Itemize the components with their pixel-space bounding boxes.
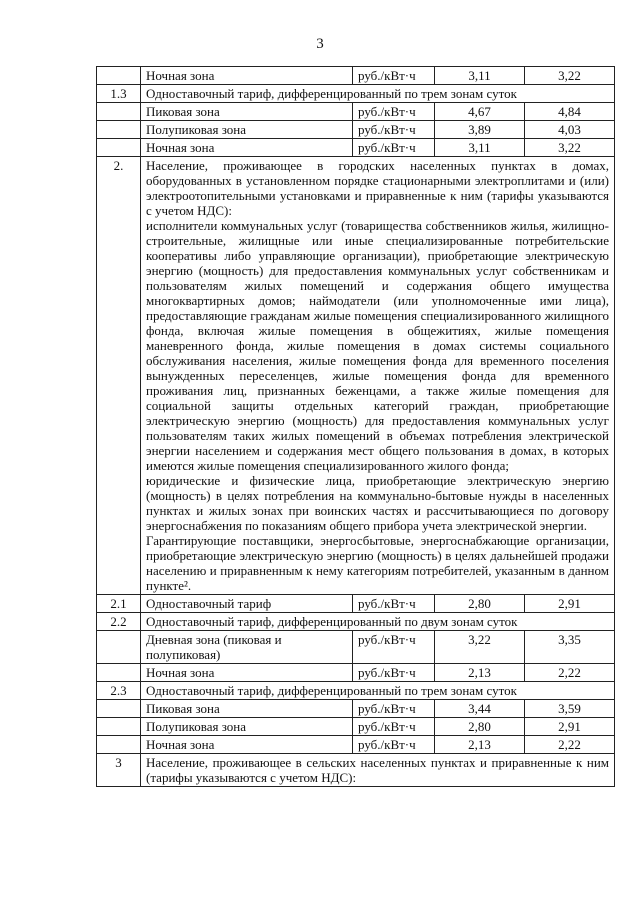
- row-number: 1.3: [97, 85, 141, 103]
- tariff-value-period-1: 3,11: [435, 67, 525, 85]
- tariff-zone-name: Ночная зона: [141, 664, 353, 682]
- consumer-group-description: [141, 754, 615, 787]
- table-row: [97, 103, 615, 121]
- tariff-value-period-2: 3,22: [525, 139, 615, 157]
- tariff-zone-name: Полупиковая зона: [141, 718, 353, 736]
- tariff-zone-name: Одноставочный тариф: [141, 595, 353, 613]
- table-row: [97, 682, 615, 700]
- tariff-value-period-1: 3,44: [435, 700, 525, 718]
- tariff-zone-name: Дневная зона (пиковая и полупиковая): [141, 631, 353, 664]
- tariff-zone-name: Пиковая зона: [141, 103, 353, 121]
- row-number: [97, 103, 141, 121]
- tariff-value-period-2: 2,91: [525, 595, 615, 613]
- tariff-value-period-2: 3,35: [525, 631, 615, 664]
- tariff-value-period-1: 3,11: [435, 139, 525, 157]
- table-row: [97, 718, 615, 736]
- row-number: [97, 700, 141, 718]
- tariff-value-period-1: 2,13: [435, 664, 525, 682]
- tariff-value-period-1: 2,80: [435, 718, 525, 736]
- tariff-unit: руб./кВт·ч: [353, 736, 435, 754]
- tariff-group-title: Одноставочный тариф, дифференцированный по трем зонам суток: [141, 85, 615, 103]
- row-number: [97, 121, 141, 139]
- tariff-value-period-2: 4,84: [525, 103, 615, 121]
- description-paragraph: Население, проживающее в сельских населенных пунктах и приравненные к ним (тарифы указываются с учетом НДС):: [146, 755, 609, 785]
- tariff-value-period-2: 2,91: [525, 718, 615, 736]
- table-row: [97, 664, 615, 682]
- tariff-group-title: Одноставочный тариф, дифференцированный по трем зонам суток: [141, 682, 615, 700]
- tariff-value-period-2: 3,59: [525, 700, 615, 718]
- table-row: [97, 736, 615, 754]
- tariff-value-period-1: 2,13: [435, 736, 525, 754]
- tariff-group-title: Одноставочный тариф, дифференцированный по двум зонам суток: [141, 613, 615, 631]
- table-row: [97, 700, 615, 718]
- tariff-value-period-2: 2,22: [525, 664, 615, 682]
- tariff-unit: руб./кВт·ч: [353, 595, 435, 613]
- tariff-zone-name: Полупиковая зона: [141, 121, 353, 139]
- table-row: [97, 754, 615, 787]
- tariff-zone-name: Ночная зона: [141, 139, 353, 157]
- row-number: 2.2: [97, 613, 141, 631]
- description-paragraph: Гарантирующие поставщики, энергосбытовые, энергоснабжающие организации, приобретающие электрическую энергию (мощность) в целях дальнейшей продажи населению и приравненным к нему категориям потребителей, указанным в данном пункте².: [146, 533, 609, 593]
- table-row: [97, 595, 615, 613]
- row-number: 2.1: [97, 595, 141, 613]
- tariff-unit: руб./кВт·ч: [353, 664, 435, 682]
- tariff-unit: руб./кВт·ч: [353, 121, 435, 139]
- tariff-value-period-2: 2,22: [525, 736, 615, 754]
- tariff-value-period-2: 3,22: [525, 67, 615, 85]
- page-number: 3: [316, 36, 324, 52]
- description-paragraph: исполнители коммунальных услуг (товарищества собственников жилья, жилищно-строительные, жилищные или иные специализированные потребительские кооперативы либо управляющие организации), приобретающие электрическую энергию (мощность) для предоставления коммунальных услуг собственникам и пользователям жилых помещений и содержания общего имущества многоквартирных домов; наймодатели (или уполномоченные ими лица), предоставляющие гражданам жилые помещения специализированного жилищного фонда, включая жилые помещения в общежитиях, жилые помещения маневренного фонда, жилые помещения в домах системы социального обслуживания населения, жилые помещения фонда для временного поселения вынужденных переселенцев, жилые помещения фонда для временного проживания лиц, признанных беженцами, а также жилые помещения для социальной защиты отдельных категорий граждан, приобретающие электрическую энергию (мощность) для предоставления коммунальных услуг пользователям таких жилых помещений в объемах потребления электрической энергии населением и содержания мест общего пользования в домах, в которых имеются жилые помещения специализированного жилого фонда;: [146, 218, 609, 473]
- row-number: [97, 139, 141, 157]
- table-row: [97, 631, 615, 664]
- consumer-group-description: [141, 157, 615, 595]
- row-number: 2.3: [97, 682, 141, 700]
- table-row: [97, 67, 615, 85]
- row-number: 2.: [97, 157, 141, 595]
- tariff-unit: руб./кВт·ч: [353, 631, 435, 664]
- row-number: [97, 664, 141, 682]
- row-number: 3: [97, 754, 141, 787]
- tariff-value-period-2: 4,03: [525, 121, 615, 139]
- description-paragraph: Население, проживающее в городских населенных пунктах в домах, оборудованных в установленном порядке стационарными электроплитами и (или) электроотопительными установками и приравненные к ним (тарифы указываются с учетом НДС):: [146, 158, 609, 218]
- table-row: [97, 121, 615, 139]
- tariff-unit: руб./кВт·ч: [353, 103, 435, 121]
- tariff-value-period-1: 3,22: [435, 631, 525, 664]
- table-row: [97, 85, 615, 103]
- row-number: [97, 718, 141, 736]
- tariff-zone-name: Пиковая зона: [141, 700, 353, 718]
- table-row: [97, 157, 615, 595]
- tariff-value-period-1: 3,89: [435, 121, 525, 139]
- description-paragraph: юридические и физические лица, приобретающие электрическую энергию (мощность) в целях потребления на коммунально-бытовые нужды в населенных пунктах и жилых зонах при воинских частях и рассчитывающиеся по договору энергоснабжения по показаниям общего прибора учета электрической энергии.: [146, 473, 609, 533]
- tariff-unit: руб./кВт·ч: [353, 718, 435, 736]
- tariff-unit: руб./кВт·ч: [353, 139, 435, 157]
- table-row: [97, 139, 615, 157]
- tariff-zone-name: Ночная зона: [141, 67, 353, 85]
- row-number: [97, 67, 141, 85]
- tariff-unit: руб./кВт·ч: [353, 67, 435, 85]
- tariff-zone-name: Ночная зона: [141, 736, 353, 754]
- tariff-value-period-1: 4,67: [435, 103, 525, 121]
- tariff-value-period-1: 2,80: [435, 595, 525, 613]
- row-number: [97, 631, 141, 664]
- tariff-unit: руб./кВт·ч: [353, 700, 435, 718]
- row-number: [97, 736, 141, 754]
- tariff-table: [96, 66, 615, 787]
- table-row: [97, 613, 615, 631]
